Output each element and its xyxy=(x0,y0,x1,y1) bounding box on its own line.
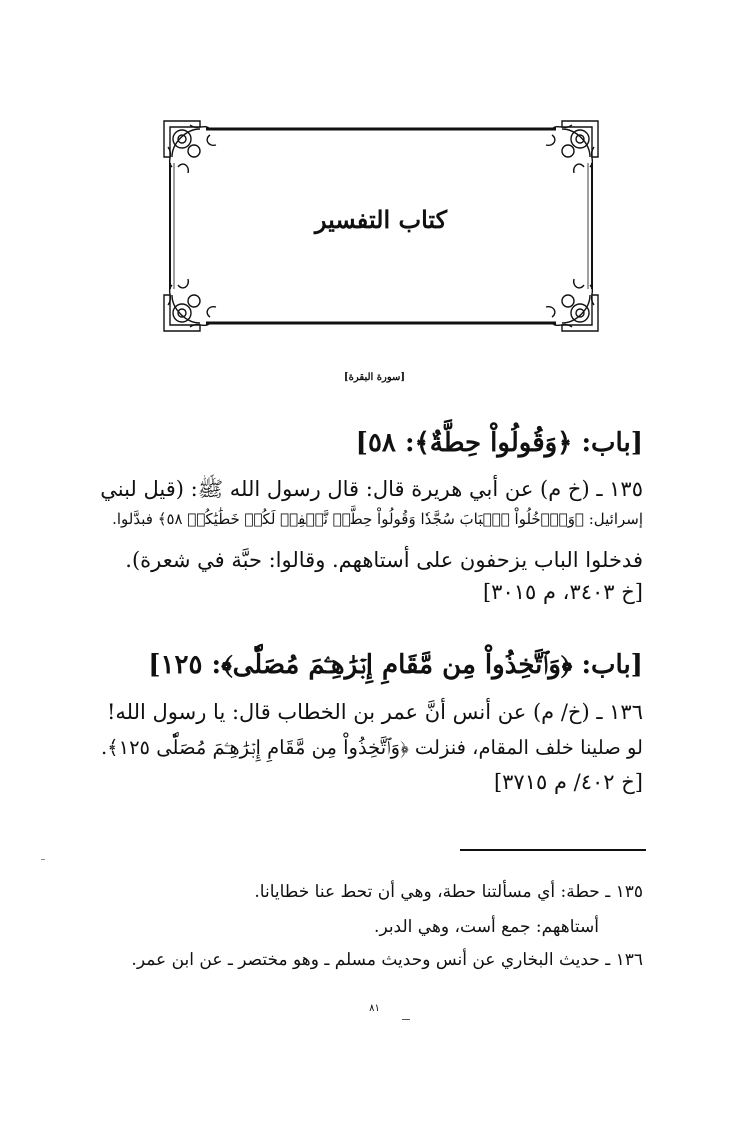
footnote-135: ١٣٥ ـ حطة: أي مسألتنا حطة، وهي أن تحط عنا خطايانا. xyxy=(254,882,643,902)
hadith-136-line-2: لو صلينا خلف المقام، فنزلت ﴿وَٱتَّخِذُواْ مِن مَّقَامِ إِبۡرَٰهِـۧمَ مُصَلّٗى ١٢٥﴾. xyxy=(100,736,643,759)
scan-mark xyxy=(402,1019,410,1020)
hadith-135-line-1: ١٣٥ ـ (خ م) عن أبي هريرة قال: قال رسول الله ﷺ: (قيل لبني xyxy=(100,477,643,501)
hadith-135-line-3: فدخلوا الباب يزحفون على أستاههم. وقالوا: حبَّة في شعرة). xyxy=(125,548,643,572)
hadith-135-line-2: إسرائيل: ﴿وَٱدۡخُلُواْ ٱلۡبَابَ سُجَّدٗا وَقُولُواْ حِطَّةٞ نَّغۡفِرۡ لَكُمۡ خَطَٰيَٰكُمۡ ٥٨﴾ فبدَّلوا. xyxy=(112,510,643,528)
footnote-separator xyxy=(460,849,646,851)
surah-heading: [سورة البقرة] xyxy=(343,372,406,383)
hadith-136-line-1: ١٣٦ ـ (خ/ م) عن أنس أنَّ عمر بن الخطاب قال: يا رسول الله! xyxy=(106,700,643,724)
page-number: ٨١ xyxy=(369,1003,380,1014)
footnote-136: ١٣٦ ـ حديث البخاري عن أنس وحديث مسلم ـ وهو مختصر ـ عن ابن عمر. xyxy=(131,950,643,970)
hadith-136-reference: [خ ٤٠٢/ م ٣٧١٥] xyxy=(493,770,643,794)
chapter-heading-2: [باب: ﴿وَٱتَّخِذُواْ مِن مَّقَامِ إِبۡرَٰهِـۧمَ مُصَلّٗى﴾: ١٢٥] xyxy=(148,650,643,680)
chapter-heading-1: [باب: ﴿وَقُولُواْ حِطَّةٌ﴾: ٥٨] xyxy=(355,428,643,458)
book-title: كتاب التفسير xyxy=(314,205,448,234)
footnote-135-continued: أستاههم: جمع أست، وهي الدبر. xyxy=(374,917,599,937)
hadith-135-reference: [خ ٣٤٠٣، م ٣٠١٥] xyxy=(482,580,643,604)
scan-speck xyxy=(41,859,45,860)
